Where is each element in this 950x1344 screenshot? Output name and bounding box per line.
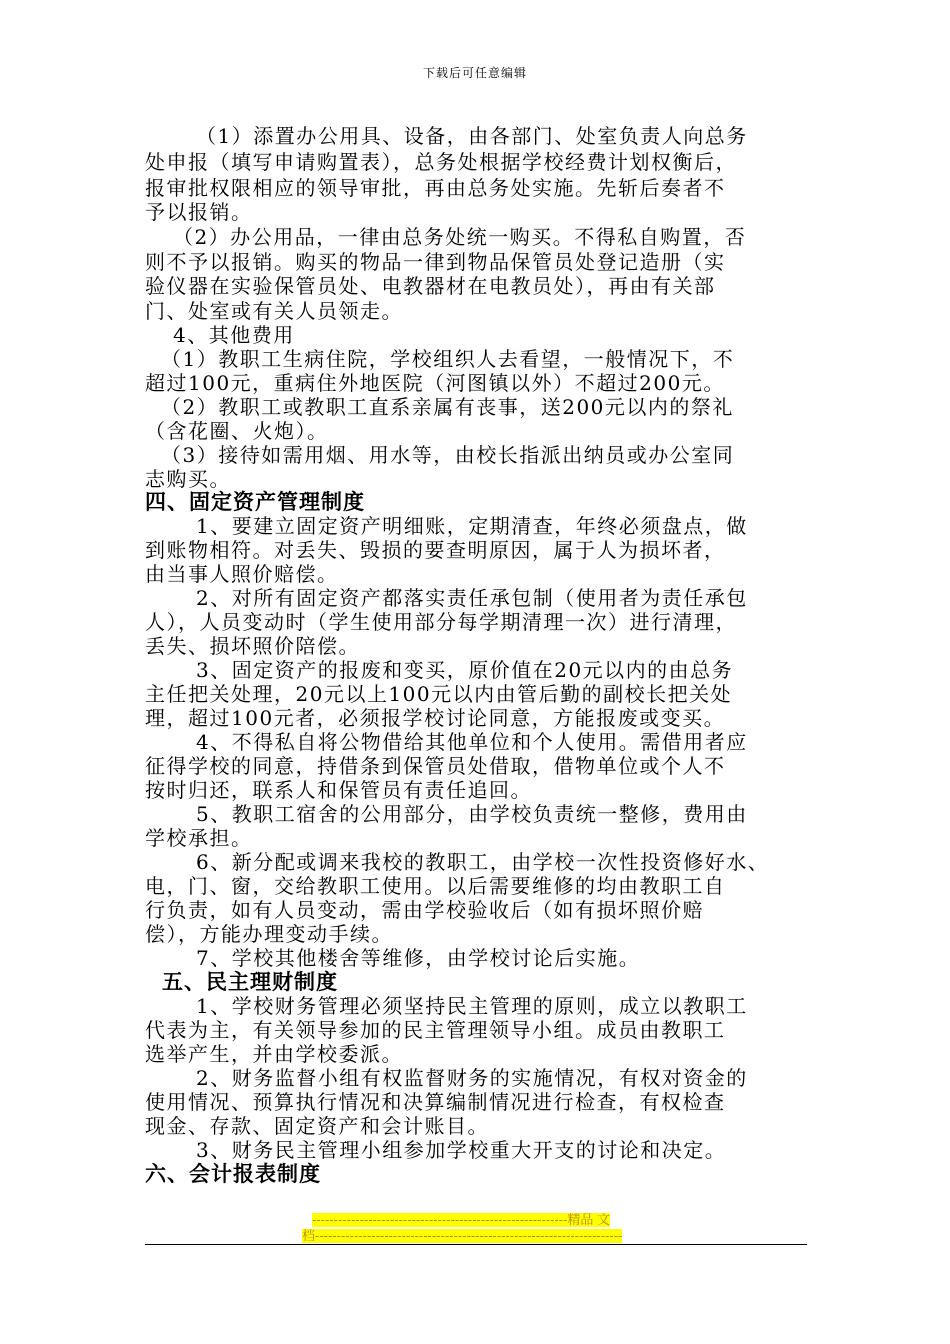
paragraph-line: 人），人员变动时（学生使用部分每学期清理一次）进行清理， bbox=[145, 610, 737, 634]
paragraph-line: 志购买。 bbox=[145, 467, 231, 491]
paragraph-line: 2、财务监督小组有权监督财务的实施情况，有权对资金的 bbox=[196, 1066, 748, 1090]
section-heading: 六、会计报表制度 bbox=[145, 1162, 321, 1186]
paragraph-line: （1）教职工生病住院，学校组织人去看望，一般情况下，不 bbox=[161, 347, 735, 371]
paragraph-line: （1）添置办公用具、设备，由各部门、处室负责人向总务 bbox=[196, 124, 748, 148]
paragraph-line: 按时归还，联系人和保管员有责任追回。 bbox=[145, 778, 532, 802]
paragraph-line: 代表为主，有关领导参加的民主管理领导小组。成员由教职工 bbox=[145, 1018, 726, 1042]
paragraph-line: 5、教职工宿舍的公用部分，由学校负责统一整修，费用由 bbox=[196, 802, 748, 826]
paragraph-line: 报审批权限相应的领导审批，再由总务处实施。先斩后奏者不 bbox=[145, 176, 726, 200]
paragraph-line: 行负责，如有人员变动，需由学校验收后（如有损坏照价赔 bbox=[145, 898, 704, 922]
section-heading: 四、固定资产管理制度 bbox=[145, 490, 365, 514]
paragraph-line: 现金、存款、固定资产和会计账目。 bbox=[145, 1114, 489, 1138]
paragraph-line: （2）办公用品，一律由总务处统一购买。不得私自购置，否 bbox=[173, 225, 747, 249]
page-header: 下载后可任意编辑 bbox=[422, 66, 527, 80]
paragraph-line: （含花圈、火炮）。 bbox=[145, 419, 329, 443]
paragraph-line: 丢失、损坏照价陪偿。 bbox=[145, 634, 360, 658]
paragraph-line: 1、学校财务管理必须坚持民主管理的原则，成立以教职工 bbox=[196, 994, 748, 1018]
paragraph-line: 电，门、窗，交给教职工使用。以后需要维修的均由教职工自 bbox=[145, 874, 726, 898]
paragraph-line: 使用情况、预算执行情况和决算编制情况进行检查，有权检查 bbox=[145, 1090, 726, 1114]
paragraph-line: 主任把关处理，20元以上100元以内由管后勤的副校长把关处 bbox=[145, 682, 733, 706]
paragraph-line: 验仪器在实验保管员处、电教器材在电教员处），再由有关部 bbox=[145, 274, 716, 298]
paragraph-line: 处申报（填写申请购置表），总务处根据学校经费计划权衡后， bbox=[145, 150, 737, 174]
paragraph-line: 选举产生，并由学校委派。 bbox=[145, 1042, 403, 1066]
paragraph-line: 由当事人照价赔偿。 bbox=[145, 562, 339, 586]
paragraph-line: 4、其他费用 bbox=[173, 323, 295, 347]
paragraph-line: 学校承担。 bbox=[145, 826, 253, 850]
paragraph-line: 予以报销。 bbox=[145, 200, 253, 224]
paragraph-line: 6、新分配或调来我校的教职工，由学校一次性投资修好水、 bbox=[196, 850, 770, 874]
paragraph-line: 3、财务民主管理小组参加学校重大开支的讨论和决定。 bbox=[196, 1138, 727, 1162]
paragraph-line: （3）接待如需用烟、用水等，由校长指派出纳员或办公室同 bbox=[161, 443, 735, 467]
paragraph-line: 征得学校的同意，持借条到保管员处借取，借物单位或个人不 bbox=[145, 754, 726, 778]
paragraph-line: 7、学校其他楼舍等维修，由学校讨论后实施。 bbox=[196, 946, 641, 970]
paragraph-line: 门、处室或有关人员领走。 bbox=[145, 299, 403, 323]
paragraph-line: 超过100元，重病住外地医院（河图镇以外）不超过200元。 bbox=[145, 371, 725, 395]
section-heading: 五、民主理财制度 bbox=[162, 970, 338, 994]
paragraph-line: 理，超过100元者，必须报学校讨论同意，方能报废或变买。 bbox=[145, 706, 726, 730]
footer-watermark-line2: 档----------------------------------------------------------------------- bbox=[302, 1228, 623, 1243]
paragraph-line: 则不予以报销。购买的物品一律到物品保管员处登记造册（实 bbox=[145, 250, 726, 274]
paragraph-line: 2、对所有固定资产都落实责任承包制（使用者为责任承包 bbox=[196, 586, 748, 610]
paragraph-line: （2）教职工或教职工直系亲属有丧事，送200元以内的祭礼 bbox=[161, 395, 734, 419]
paragraph-line: 偿），方能办理变动手续。 bbox=[145, 922, 393, 946]
paragraph-line: 1、要建立固定资产明细账，定期清查，年终必须盘点，做 bbox=[196, 514, 748, 538]
paragraph-line: 4、不得私自将公物借给其他单位和个人使用。需借用者应 bbox=[196, 730, 748, 754]
footer-divider bbox=[145, 1244, 807, 1245]
paragraph-line: 到账物相符。对丢失、毁损的要查明原因，属于人为损坏者， bbox=[145, 538, 726, 562]
paragraph-line: 3、固定资产的报废和变买，原价值在20元以内的由总务 bbox=[196, 658, 734, 682]
footer-watermark-line1: -----------------------------------------------------------精品 文 bbox=[312, 1212, 611, 1227]
